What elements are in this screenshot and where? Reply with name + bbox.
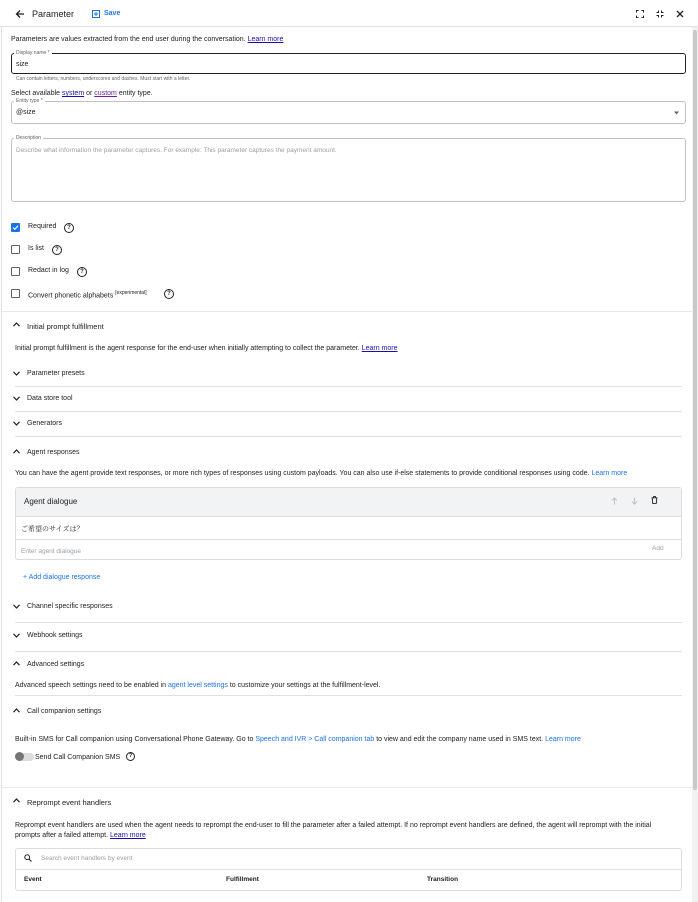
- required-label: Required: [28, 223, 57, 230]
- send-sms-label: Send Call Companion SMS: [35, 754, 121, 761]
- data-store-tool-toggle[interactable]: Data store tool: [27, 395, 73, 402]
- send-sms-toggle-knob[interactable]: [15, 752, 24, 761]
- phonetic-label: Convert phonetic alphabets [experimental]: [28, 290, 147, 300]
- add-button[interactable]: Add: [652, 545, 664, 552]
- system-entity-link[interactable]: system: [61, 90, 85, 97]
- initial-prompt-text: Initial prompt fulfillment is the agent response for the end-user when initially attempting to collect the parameter. Learn more: [15, 345, 398, 352]
- panel-edge: [0, 27, 2, 902]
- column-header-fulfillment[interactable]: Fulfillment: [226, 876, 259, 883]
- agent-responses-learn-more-link[interactable]: Learn more: [591, 470, 628, 477]
- entity-type-value: @size: [16, 109, 36, 116]
- entity-select-text: Select available system or custom entity type.: [11, 90, 153, 97]
- call-companion-text: Built-in SMS for Call companion using Conversational Phone Gateway. Go to Speech and IVR > Call companion tab to view and edit the company name used in SMS text. Learn more: [15, 736, 581, 743]
- divider: [15, 651, 682, 652]
- scrollbar-thumb[interactable]: [693, 30, 697, 790]
- description-placeholder: Describe what information the parameter captures. For example: This parameter captures the payment amount.: [16, 147, 337, 154]
- is-list-checkbox[interactable]: [11, 245, 20, 254]
- channel-specific-toggle[interactable]: Channel specific responses: [27, 603, 113, 610]
- divider: [16, 539, 681, 540]
- search-input[interactable]: Search event handlers by event: [41, 855, 133, 862]
- fullscreen-icon[interactable]: [636, 10, 644, 18]
- delete-icon[interactable]: [651, 496, 658, 504]
- column-header-transition[interactable]: Transition: [427, 876, 459, 883]
- agent-dialogue-text[interactable]: ご希望のサイズは？: [21, 526, 84, 533]
- webhook-settings-toggle[interactable]: Webhook settings: [27, 632, 83, 639]
- section-divider: [2, 311, 692, 312]
- display-name-hint: Can contain letters, numbers, underscores and dashes. Must start with a letter.: [16, 76, 191, 82]
- agent-dialogue-header: [16, 488, 681, 517]
- description-label: Description: [16, 135, 42, 141]
- phonetic-checkbox[interactable]: [11, 289, 20, 298]
- search-icon: [24, 854, 32, 862]
- initial-prompt-title[interactable]: Initial prompt fulfillment: [27, 322, 104, 331]
- column-header-event[interactable]: Event: [24, 876, 42, 883]
- close-icon[interactable]: [676, 10, 684, 18]
- agent-responses-text: You can have the agent provide text responses, or more rich types of responses using custom payloads. You can also use if-else statements to provide conditional responses using code. Learn more: [15, 470, 628, 477]
- redact-help-icon[interactable]: ?: [77, 267, 87, 277]
- entity-type-select[interactable]: [11, 101, 686, 124]
- chevron-up-icon[interactable]: [13, 449, 21, 457]
- agent-dialogue-input[interactable]: Enter agent dialogue: [21, 548, 81, 555]
- custom-entity-link[interactable]: custom: [94, 90, 117, 97]
- save-button[interactable]: Save: [104, 10, 121, 17]
- dropdown-arrow-icon[interactable]: [674, 111, 679, 115]
- section-divider: [2, 787, 692, 788]
- divider: [16, 869, 681, 870]
- chevron-up-icon[interactable]: [13, 708, 21, 716]
- divider: [15, 386, 682, 387]
- divider: [15, 695, 682, 696]
- generators-toggle[interactable]: Generators: [27, 420, 63, 427]
- initial-prompt-learn-more-link[interactable]: Learn more: [361, 345, 398, 352]
- agent-level-settings-link[interactable]: agent level settings: [167, 682, 228, 689]
- redact-checkbox[interactable]: [11, 267, 20, 276]
- is-list-label: Is list: [28, 245, 44, 252]
- display-name-label: Display name *: [16, 50, 50, 56]
- call-companion-learn-more-link[interactable]: Learn more: [545, 736, 581, 743]
- required-help-icon[interactable]: ?: [64, 223, 74, 233]
- add-dialogue-response-button[interactable]: + Add dialogue response: [23, 574, 101, 581]
- display-name-field[interactable]: [11, 53, 686, 74]
- panel-header: [0, 0, 698, 27]
- collapse-icon[interactable]: [656, 10, 664, 18]
- reprompt-text: Reprompt event handlers are used when the agent needs to reprompt the end-user to fill the parameter after a failed attempt. If no reprompt event handlers are defined, the agent will reprompt with the initial prompts after a failed attempt. Learn more: [15, 822, 652, 839]
- parameter-presets-toggle[interactable]: Parameter presets: [27, 370, 85, 377]
- entity-type-label: Entity type *: [16, 98, 43, 104]
- chevron-down-icon[interactable]: [13, 633, 21, 641]
- chevron-down-icon[interactable]: [13, 396, 21, 404]
- agent-dialogue-title: Agent dialogue: [24, 497, 78, 506]
- required-checkbox[interactable]: [11, 223, 20, 232]
- is-list-help-icon[interactable]: ?: [52, 245, 62, 255]
- phonetic-help-icon[interactable]: ?: [164, 289, 174, 299]
- advanced-text: Advanced speech settings need to be enabled in agent level settings to customize your settings at the fulfillment-level.: [15, 682, 381, 689]
- save-icon[interactable]: [92, 10, 100, 18]
- arrow-up-icon[interactable]: [611, 497, 618, 505]
- agent-responses-toggle[interactable]: Agent responses: [27, 449, 80, 456]
- reprompt-title[interactable]: Reprompt event handlers: [27, 798, 112, 807]
- chevron-up-icon[interactable]: [13, 322, 21, 330]
- divider: [15, 411, 682, 412]
- divider: [15, 622, 682, 623]
- display-name-value[interactable]: size: [16, 61, 29, 68]
- redact-label: Redact in log: [28, 267, 69, 274]
- intro-learn-more-link[interactable]: Learn more: [247, 36, 284, 43]
- divider: [15, 436, 682, 437]
- call-companion-tab-link[interactable]: Speech and IVR > Call companion tab: [255, 736, 375, 743]
- send-sms-help-icon[interactable]: ?: [126, 752, 135, 761]
- chevron-down-icon[interactable]: [13, 371, 21, 379]
- agent-dialogue-card: [15, 487, 682, 560]
- chevron-up-icon[interactable]: [13, 661, 21, 669]
- experimental-tag: [experimental]: [115, 290, 147, 296]
- chevron-up-icon[interactable]: [13, 798, 21, 806]
- intro-text: Parameters are values extracted from the end user during the conversation. Learn more: [11, 36, 284, 43]
- advanced-settings-toggle[interactable]: Advanced settings: [27, 661, 85, 668]
- call-companion-toggle[interactable]: Call companion settings: [27, 708, 102, 715]
- page-title: Parameter: [32, 9, 75, 19]
- arrow-down-icon[interactable]: [631, 497, 638, 505]
- back-arrow-icon[interactable]: [15, 9, 25, 19]
- chevron-down-icon[interactable]: [13, 421, 21, 429]
- chevron-down-icon[interactable]: [13, 604, 21, 612]
- reprompt-learn-more-link[interactable]: Learn more: [109, 831, 146, 839]
